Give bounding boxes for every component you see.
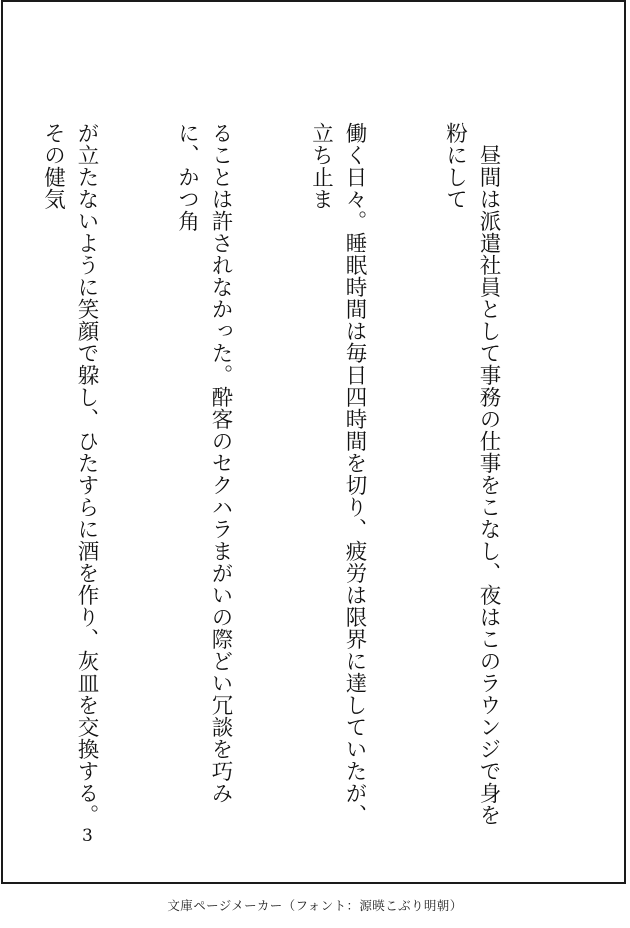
page-frame bbox=[1, 0, 626, 884]
body-text bbox=[0, 122, 572, 832]
text-line-4: が立たないように笑顔で躱し、ひたすらに酒を作り、灰皿を交換する。その健気 bbox=[40, 122, 99, 826]
text-line-2: 働く日々。睡眠時間は毎日四時間を切り、疲労は限界に達していたが、立ち止ま bbox=[308, 122, 367, 826]
credit-caption: 文庫ページメーカー（フォント：源暎こぶり明朝） bbox=[167, 898, 463, 913]
text-line-1: 昼間は派遣社員として事務の仕事をこなし、夜はこのラウンジで身を粉にして bbox=[442, 122, 501, 826]
text-line-3: ることは許されなかった。酔客のセクハラまがいの際どい冗談を巧みに、かつ角 bbox=[174, 122, 233, 804]
page-number: 3 bbox=[82, 826, 93, 846]
